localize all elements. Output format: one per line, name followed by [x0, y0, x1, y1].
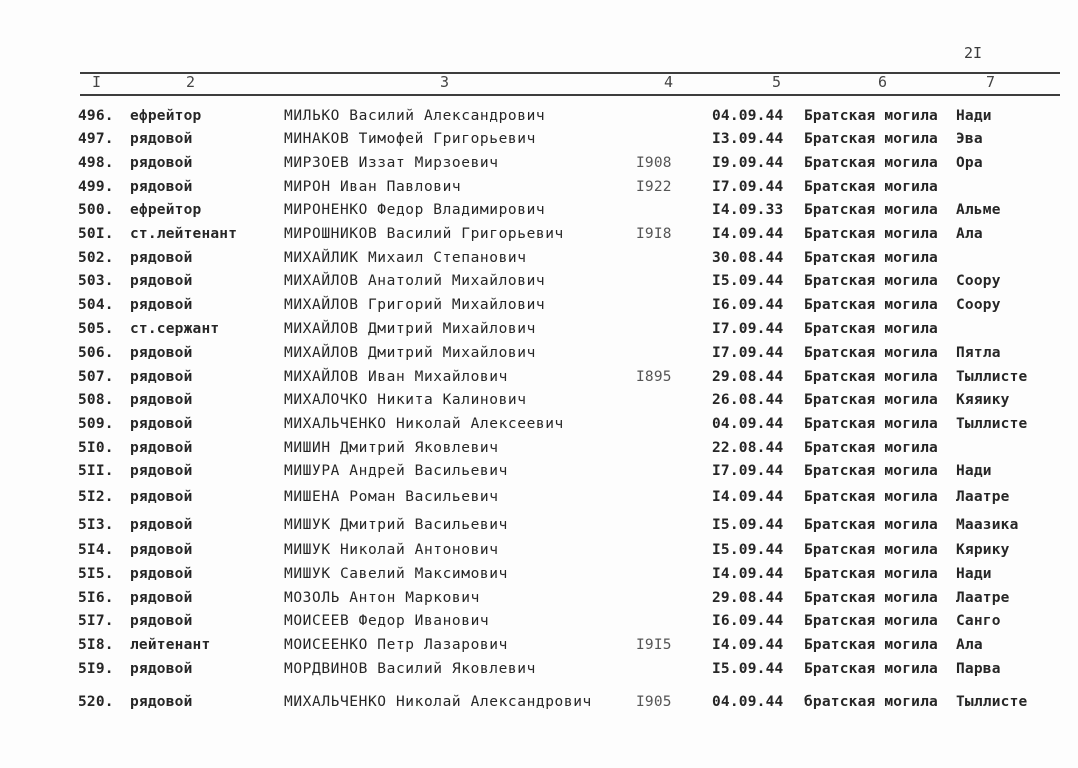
table-row — [0, 392, 1078, 414]
cell-num: 504. — [78, 297, 114, 313]
cell-burial: братская могила — [804, 694, 938, 710]
cell-date: 04.09.44 — [712, 416, 784, 432]
cell-year: I922 — [636, 179, 672, 195]
cell-rank: рядовой — [130, 517, 193, 533]
cell-name: МИХАЛЬЧЕНКО Николай Алексеевич — [284, 416, 564, 432]
cell-num: 500. — [78, 202, 114, 218]
cell-date: I6.09.44 — [712, 613, 784, 629]
table-row — [0, 613, 1078, 635]
cell-num: 498. — [78, 155, 114, 171]
cell-rank: рядовой — [130, 566, 193, 582]
cell-rank: рядовой — [130, 250, 193, 266]
cell-date: 26.08.44 — [712, 392, 784, 408]
cell-year: I9I8 — [636, 226, 672, 242]
cell-place: Ала — [956, 637, 983, 653]
cell-rank: рядовой — [130, 155, 193, 171]
cell-name: МОЗОЛЬ Антон Маркович — [284, 590, 480, 606]
cell-place: Нади — [956, 108, 992, 124]
cell-name: МИШУК Савелий Максимович — [284, 566, 508, 582]
cell-name: МОРДВИНОВ Василий Яковлевич — [284, 661, 536, 677]
cell-date: I5.09.44 — [712, 273, 784, 289]
column-number-4: 4 — [664, 73, 674, 91]
cell-name: МИРОШНИКОВ Василий Григорьевич — [284, 226, 564, 242]
cell-burial: Братская могила — [804, 517, 938, 533]
cell-num: 5II. — [78, 463, 114, 479]
cell-burial: Братская могила — [804, 226, 938, 242]
cell-num: 497. — [78, 131, 114, 147]
cell-place: Нади — [956, 463, 992, 479]
cell-name: МИШЕНА Роман Васильевич — [284, 489, 499, 505]
cell-date: I4.09.44 — [712, 226, 784, 242]
cell-date: 04.09.44 — [712, 694, 784, 710]
column-number-5: 5 — [772, 73, 782, 91]
table-row — [0, 369, 1078, 391]
cell-name: МИХАЙЛОВ Григорий Михайлович — [284, 297, 546, 313]
column-number-7: 7 — [986, 73, 996, 91]
cell-rank: ефрейтор — [130, 108, 202, 124]
cell-place: Санго — [956, 613, 1001, 629]
cell-place: Маазика — [956, 517, 1019, 533]
cell-burial: Братская могила — [804, 542, 938, 558]
cell-place: Соору — [956, 273, 1001, 289]
cell-burial: Братская могила — [804, 637, 938, 653]
cell-place: Пятла — [956, 345, 1001, 361]
cell-place: Эва — [956, 131, 983, 147]
cell-place: Альме — [956, 202, 1001, 218]
cell-burial: Братская могила — [804, 131, 938, 147]
table-row — [0, 566, 1078, 588]
table-row — [0, 590, 1078, 612]
cell-name: МИШИН Дмитрий Яковлевич — [284, 440, 499, 456]
table-row — [0, 179, 1078, 201]
cell-num: 5I0. — [78, 440, 114, 456]
cell-rank: лейтенант — [130, 637, 211, 653]
cell-place: Ора — [956, 155, 983, 171]
column-number-6: 6 — [878, 73, 888, 91]
cell-burial: Братская могила — [804, 489, 938, 505]
table-row — [0, 202, 1078, 224]
cell-rank: рядовой — [130, 661, 193, 677]
table-row — [0, 273, 1078, 295]
cell-place: Соору — [956, 297, 1001, 313]
cell-burial: Братская могила — [804, 661, 938, 677]
cell-date: I7.09.44 — [712, 345, 784, 361]
cell-rank: рядовой — [130, 273, 193, 289]
cell-burial: Братская могила — [804, 369, 938, 385]
cell-burial: Братская могила — [804, 155, 938, 171]
cell-burial: Братская могила — [804, 273, 938, 289]
table-row — [0, 637, 1078, 659]
cell-date: I3.09.44 — [712, 131, 784, 147]
cell-rank: рядовой — [130, 489, 193, 505]
table-row — [0, 155, 1078, 177]
cell-burial: Братская могила — [804, 297, 938, 313]
table-row — [0, 489, 1078, 511]
cell-num: 506. — [78, 345, 114, 361]
table-row — [0, 694, 1078, 716]
cell-place: Кярику — [956, 542, 1010, 558]
table-row — [0, 416, 1078, 438]
column-number-1: I — [92, 73, 102, 91]
cell-rank: рядовой — [130, 369, 193, 385]
cell-year: I895 — [636, 369, 672, 385]
cell-name: МИРОН Иван Павлович — [284, 179, 462, 195]
cell-date: I7.09.44 — [712, 463, 784, 479]
cell-date: I4.09.44 — [712, 489, 784, 505]
header-top-rule — [80, 72, 1060, 74]
cell-rank: рядовой — [130, 345, 193, 361]
table-row — [0, 131, 1078, 153]
cell-date: 29.08.44 — [712, 590, 784, 606]
cell-place: Ала — [956, 226, 983, 242]
table-row — [0, 250, 1078, 272]
cell-num: 5I3. — [78, 517, 114, 533]
cell-rank: рядовой — [130, 613, 193, 629]
cell-burial: Братская могила — [804, 202, 938, 218]
table-row — [0, 661, 1078, 683]
cell-burial: Братская могила — [804, 392, 938, 408]
cell-name: МИШУК Дмитрий Васильевич — [284, 517, 508, 533]
cell-rank: ст.сержант — [130, 321, 220, 337]
cell-burial: Братская могила — [804, 566, 938, 582]
header-bottom-rule — [80, 94, 1060, 96]
cell-date: I7.09.44 — [712, 321, 784, 337]
cell-date: I5.09.44 — [712, 517, 784, 533]
cell-rank: рядовой — [130, 440, 193, 456]
cell-num: 499. — [78, 179, 114, 195]
cell-name: МОИСЕЕНКО Петр Лазарович — [284, 637, 508, 653]
cell-num: 5I8. — [78, 637, 114, 653]
cell-place: Тыллисте — [956, 694, 1028, 710]
cell-date: I6.09.44 — [712, 297, 784, 313]
cell-date: I9.09.44 — [712, 155, 784, 171]
cell-burial: Братская могила — [804, 250, 938, 266]
cell-rank: ст.лейтенант — [130, 226, 238, 242]
table-row — [0, 226, 1078, 248]
table-row — [0, 440, 1078, 462]
cell-rank: рядовой — [130, 297, 193, 313]
cell-place: Кяяику — [956, 392, 1010, 408]
cell-burial: Братская могила — [804, 613, 938, 629]
cell-name: МИШУРА Андрей Васильевич — [284, 463, 508, 479]
cell-date: I5.09.44 — [712, 542, 784, 558]
cell-name: МИРЗОЕВ Иззат Мирзоевич — [284, 155, 499, 171]
cell-name: МИХАЙЛОВ Анатолий Михайлович — [284, 273, 546, 289]
cell-num: 5I2. — [78, 489, 114, 505]
table-row — [0, 297, 1078, 319]
table-row — [0, 321, 1078, 343]
cell-name: МИХАЛЬЧЕНКО Николай Александрович — [284, 694, 592, 710]
cell-name: МИШУК Николай Антонович — [284, 542, 499, 558]
cell-year: I905 — [636, 694, 672, 710]
table-row — [0, 542, 1078, 564]
cell-name: МИХАЛОЧКО Никита Калинович — [284, 392, 527, 408]
table-row — [0, 463, 1078, 485]
cell-date: 22.08.44 — [712, 440, 784, 456]
table-row — [0, 345, 1078, 367]
cell-rank: ефрейтор — [130, 202, 202, 218]
cell-num: 507. — [78, 369, 114, 385]
cell-date: 04.09.44 — [712, 108, 784, 124]
cell-rank: рядовой — [130, 463, 193, 479]
cell-place: Нади — [956, 566, 992, 582]
cell-place: Тыллисте — [956, 369, 1028, 385]
cell-burial: Братская могила — [804, 179, 938, 195]
cell-name: МОИСЕЕВ Федор Иванович — [284, 613, 490, 629]
cell-name: МИРОНЕНКО Федор Владимирович — [284, 202, 546, 218]
page-number: 2I — [964, 44, 983, 62]
table-row — [0, 108, 1078, 130]
cell-date: I7.09.44 — [712, 179, 784, 195]
cell-num: 5I9. — [78, 661, 114, 677]
cell-date: 30.08.44 — [712, 250, 784, 266]
cell-date: I4.09.44 — [712, 637, 784, 653]
cell-burial: Братская могила — [804, 108, 938, 124]
cell-num: 50I. — [78, 226, 114, 242]
cell-name: МИХАЙЛОВ Дмитрий Михайлович — [284, 321, 536, 337]
cell-place: Лаатре — [956, 489, 1010, 505]
cell-num: 508. — [78, 392, 114, 408]
cell-num: 520. — [78, 694, 114, 710]
cell-num: 5I5. — [78, 566, 114, 582]
cell-date: I4.09.33 — [712, 202, 784, 218]
cell-num: 502. — [78, 250, 114, 266]
cell-place: Тыллисте — [956, 416, 1028, 432]
cell-rank: рядовой — [130, 179, 193, 195]
column-number-2: 2 — [186, 73, 196, 91]
cell-burial: Братская могила — [804, 440, 938, 456]
cell-num: 509. — [78, 416, 114, 432]
cell-rank: рядовой — [130, 590, 193, 606]
cell-name: МИХАЙЛИК Михаил Степанович — [284, 250, 527, 266]
cell-rank: рядовой — [130, 392, 193, 408]
cell-name: МИЛЬКО Василий Александрович — [284, 108, 546, 124]
cell-burial: Братская могила — [804, 345, 938, 361]
cell-place: Лаатре — [956, 590, 1010, 606]
cell-name: МИХАЙЛОВ Иван Михайлович — [284, 369, 508, 385]
cell-year: I908 — [636, 155, 672, 171]
table-row — [0, 517, 1078, 539]
cell-name: МИНАКОВ Тимофей Григорьевич — [284, 131, 536, 147]
cell-burial: Братская могила — [804, 416, 938, 432]
cell-num: 5I7. — [78, 613, 114, 629]
cell-rank: рядовой — [130, 694, 193, 710]
cell-place: Парва — [956, 661, 1001, 677]
cell-num: 5I6. — [78, 590, 114, 606]
cell-date: I5.09.44 — [712, 661, 784, 677]
cell-burial: Братская могила — [804, 463, 938, 479]
cell-burial: Братская могила — [804, 590, 938, 606]
cell-num: 496. — [78, 108, 114, 124]
cell-rank: рядовой — [130, 542, 193, 558]
column-number-3: 3 — [440, 73, 450, 91]
cell-year: I9I5 — [636, 637, 672, 653]
cell-burial: Братская могила — [804, 321, 938, 337]
cell-num: 505. — [78, 321, 114, 337]
cell-rank: рядовой — [130, 131, 193, 147]
cell-num: 5I4. — [78, 542, 114, 558]
cell-date: I4.09.44 — [712, 566, 784, 582]
cell-name: МИХАЙЛОВ Дмитрий Михайлович — [284, 345, 536, 361]
cell-num: 503. — [78, 273, 114, 289]
cell-rank: рядовой — [130, 416, 193, 432]
cell-date: 29.08.44 — [712, 369, 784, 385]
